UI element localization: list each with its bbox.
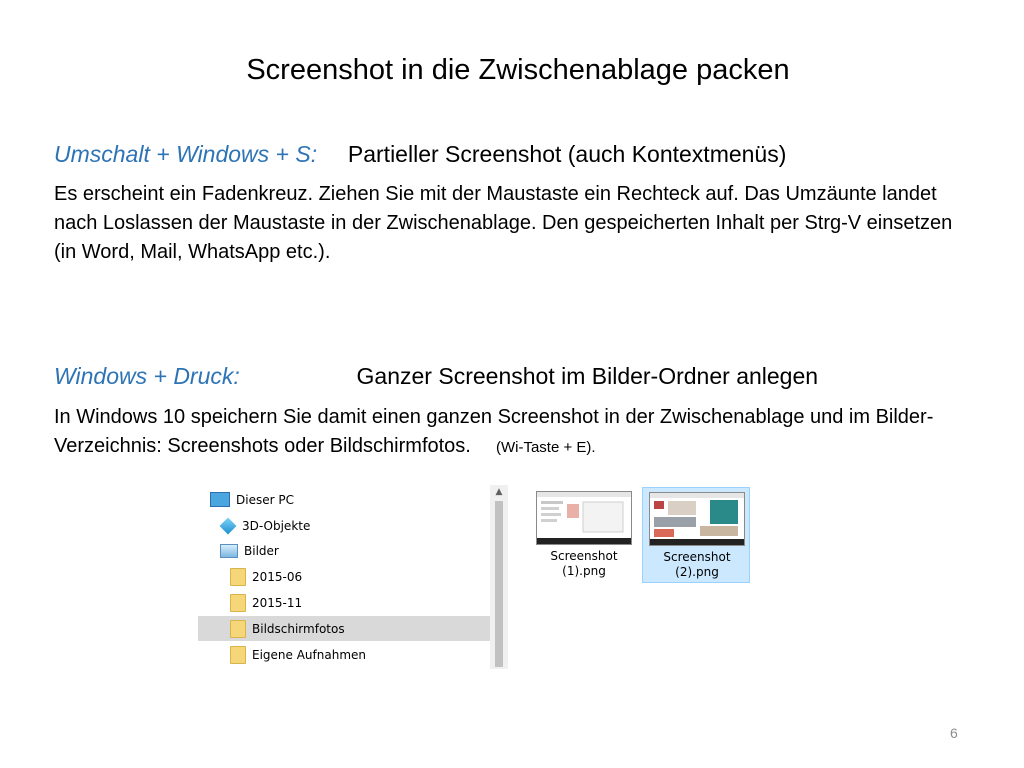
- shortcut-key-2: Windows + Druck:: [54, 363, 240, 389]
- shortcut-heading-2: [54, 363, 818, 390]
- tree-item-dieser-pc[interactable]: [198, 487, 502, 512]
- file-thumbnails: [530, 487, 755, 585]
- shortcut-text-2-body: In Windows 10 speichern Sie damit einen ganzen Screenshot in der Zwischenablage und im Bilder-Verzeichnis: Screenshots oder Bildschirmfotos.: [54, 406, 934, 457]
- folder-icon: [230, 620, 246, 638]
- explorer-navigation-pane: [198, 485, 508, 669]
- tree-item-2015-11[interactable]: [198, 590, 522, 615]
- slide-title: Screenshot in die Zwischenablage packen: [246, 54, 790, 86]
- tree-item-label: Eigene Aufnahmen: [252, 647, 366, 662]
- slide-number: 6: [950, 725, 958, 741]
- tree-item-label: 2015-06: [252, 569, 303, 584]
- tree-item-label: 3D-Objekte: [242, 518, 311, 533]
- shortcut-text-1: Es erscheint ein Fadenkreuz. Ziehen Sie mit der Maustaste ein Rechteck auf. Das Umzäunte landet nach Loslassen der Maustaste in der Zwischenablage. Den gespeicherten Inhalt per Strg-V einsetzen (in Word, Mail, WhatsApp etc.).: [54, 183, 953, 263]
- folder-icon: [230, 568, 246, 586]
- shortcut-desc-2: Ganzer Screenshot im Bilder-Ordner anlegen: [356, 363, 819, 389]
- tree-item-bildschirmfotos[interactable]: [198, 616, 490, 641]
- folder-icon: [230, 646, 246, 664]
- tree-item-label: 2015-11: [252, 595, 303, 610]
- tree-item-label: Bildschirmfotos: [252, 621, 345, 636]
- file-screenshot-2[interactable]: [642, 487, 750, 583]
- scrollbar-thumb[interactable]: [495, 501, 503, 667]
- shortcut-key-1: Umschalt + Windows + S:: [54, 141, 318, 167]
- shortcut-desc-1: Partieller Screenshot (auch Kontextmenüs): [347, 141, 787, 167]
- scroll-up-arrow-icon[interactable]: ▲: [495, 487, 503, 497]
- shortcut-text-2: [54, 403, 974, 462]
- pictures-icon: [220, 544, 238, 558]
- tree-item-bilder[interactable]: [198, 538, 512, 563]
- shortcut-text-2-note: (Wi-Taste + E).: [495, 439, 596, 456]
- file-screenshot-1[interactable]: [530, 487, 638, 583]
- shortcut-heading-1: [54, 141, 786, 168]
- computer-icon: [210, 492, 230, 507]
- explorer-scrollbar[interactable]: [490, 485, 508, 669]
- file-name: Screenshot (1).png: [550, 549, 618, 578]
- tree-item-eigene-aufnahmen[interactable]: [198, 642, 522, 667]
- screenshot-thumbnail-image: [649, 492, 745, 546]
- tree-item-2015-06[interactable]: [198, 564, 522, 589]
- file-name: Screenshot (2).png: [663, 550, 731, 579]
- tree-item-label: Bilder: [244, 543, 279, 558]
- cube-icon: [220, 517, 237, 534]
- screenshot-thumbnail-image: [536, 491, 632, 545]
- tree-item-label: Dieser PC: [236, 492, 294, 507]
- tree-item-3d-objekte[interactable]: [198, 513, 512, 538]
- folder-icon: [230, 594, 246, 612]
